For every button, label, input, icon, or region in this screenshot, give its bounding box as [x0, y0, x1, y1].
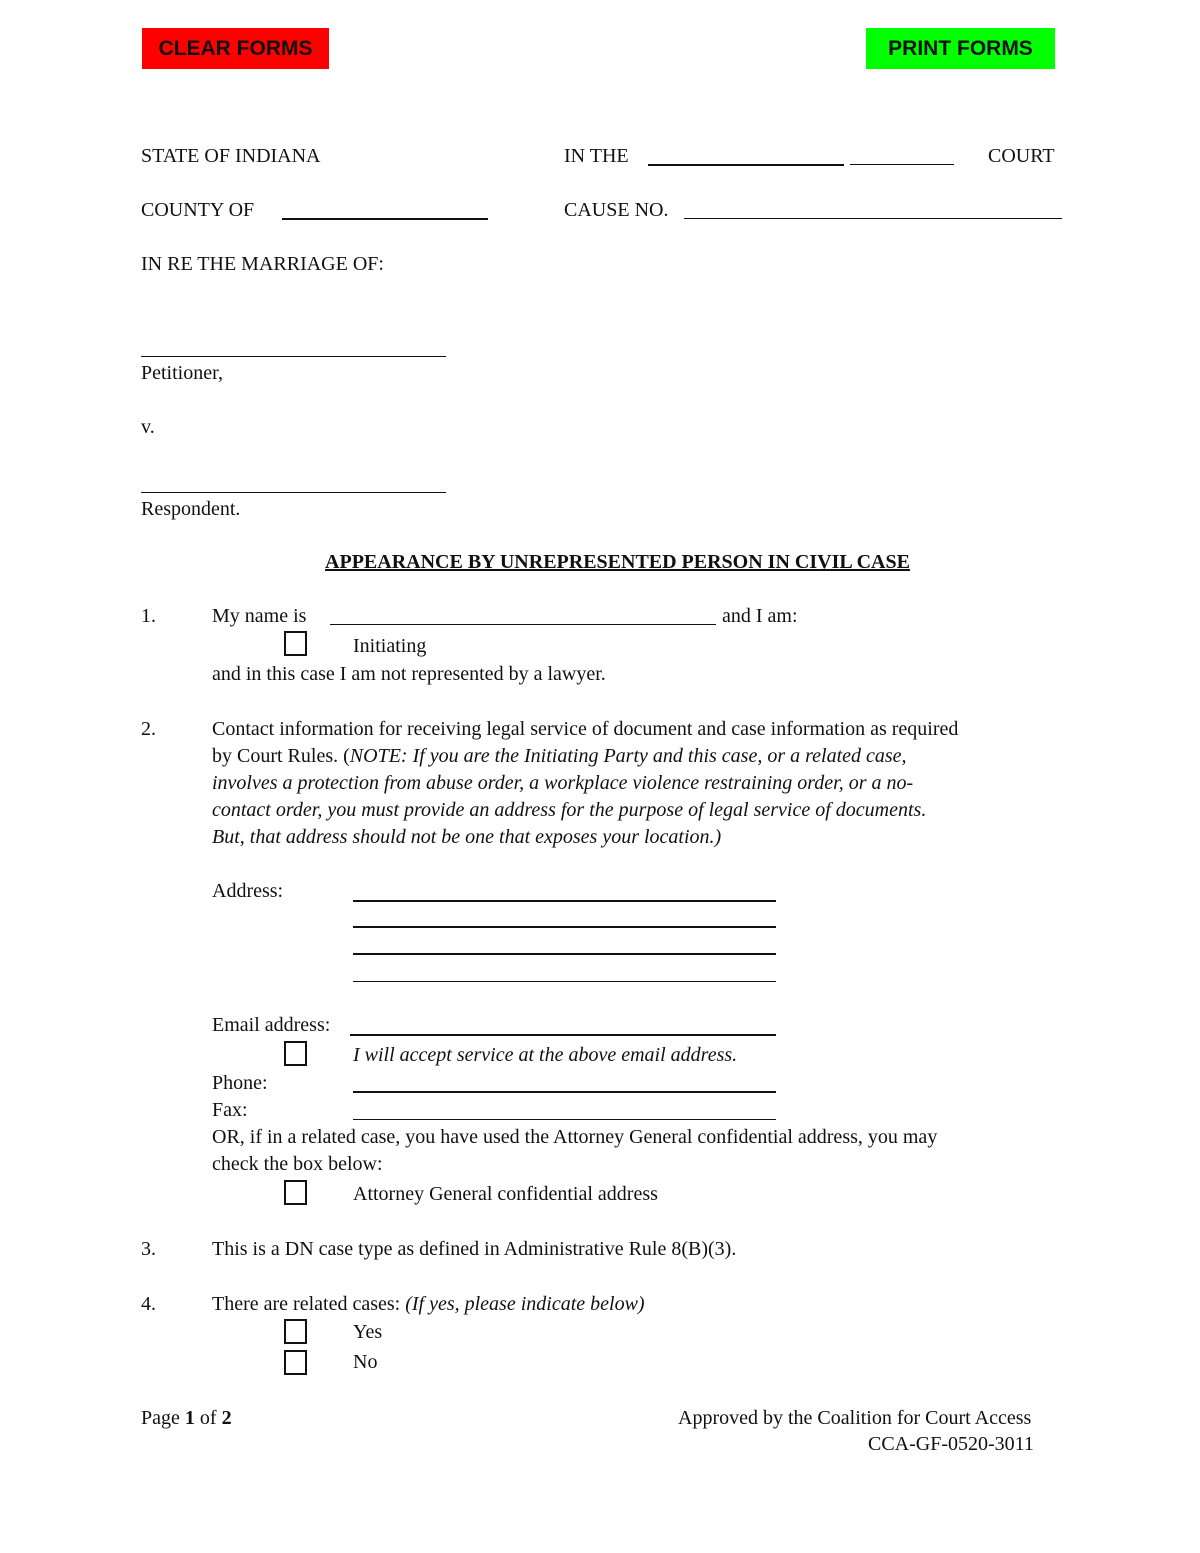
ag-address-label: Attorney General confidential address — [353, 1183, 658, 1205]
my-name-label: My name is — [212, 605, 307, 627]
related-cases-text: There are related cases: (If yes, please indicate below) — [212, 1293, 645, 1315]
clear-forms-button[interactable]: CLEAR FORMS — [142, 28, 329, 69]
related-no-label: No — [353, 1351, 378, 1373]
initiating-checkbox[interactable] — [284, 631, 307, 656]
state-label: STATE OF INDIANA — [141, 145, 321, 167]
phone-label: Phone: — [212, 1072, 268, 1094]
fax-field[interactable] — [353, 1119, 776, 1120]
note-line-5: But, that address should not be one that exposes your location.) — [212, 826, 722, 848]
cause-no-label: CAUSE NO. — [564, 199, 669, 221]
respondent-name-field[interactable] — [141, 492, 446, 493]
accept-email-checkbox[interactable] — [284, 1041, 307, 1066]
approved-by-text: Approved by the Coalition for Court Access — [678, 1407, 1032, 1429]
note-text: NOTE: If you are the Initiating Party and this case, or a related case, — [349, 745, 907, 767]
respondent-label: Respondent. — [141, 498, 241, 520]
court-label: COURT — [988, 145, 1055, 167]
not-represented-text: and in this case I am not represented by a lawyer. — [212, 663, 606, 685]
county-field[interactable] — [282, 218, 488, 220]
ag-option-line-2: check the box below: — [212, 1153, 383, 1175]
petitioner-label: Petitioner, — [141, 362, 223, 384]
my-name-field[interactable] — [330, 624, 716, 625]
ag-address-checkbox[interactable] — [284, 1180, 307, 1205]
related-yes-checkbox[interactable] — [284, 1319, 307, 1344]
section-2-number: 2. — [141, 718, 156, 740]
case-type-text: This is a DN case type as defined in Administrative Rule 8(B)(3). — [212, 1238, 737, 1260]
county-label: COUNTY OF — [141, 199, 255, 221]
section-1-number: 1. — [141, 605, 156, 627]
note-line-3: involves a protection from abuse order, a workplace violence restraining order, or a no- — [212, 772, 914, 794]
court-rules-text: by Court Rules. ( — [212, 745, 350, 767]
versus-label: v. — [141, 416, 155, 438]
initiating-label: Initiating — [353, 635, 427, 657]
accept-email-label: I will accept service at the above email address. — [353, 1044, 738, 1066]
court-name-field[interactable] — [648, 164, 844, 166]
address-field-line-3[interactable] — [353, 953, 776, 955]
and-i-am-label: and I am: — [722, 605, 798, 627]
in-re-label: IN RE THE MARRIAGE OF: — [141, 253, 384, 275]
in-the-label: IN THE — [564, 145, 629, 167]
address-field-line-1[interactable] — [353, 900, 776, 902]
court-number-field[interactable] — [850, 164, 954, 165]
address-label: Address: — [212, 880, 284, 902]
contact-info-line-2 — [212, 744, 907, 768]
contact-info-line-1: Contact information for receiving legal service of document and case information as required — [212, 718, 959, 740]
related-no-checkbox[interactable] — [284, 1350, 307, 1375]
section-3-number: 3. — [141, 1238, 156, 1260]
related-yes-label: Yes — [353, 1321, 383, 1343]
form-code: CCA-GF-0520-3011 — [868, 1433, 1034, 1455]
note-line-4: contact order, you must provide an address for the purpose of legal service of documents. — [212, 799, 927, 821]
print-forms-button[interactable]: PRINT FORMS — [866, 28, 1055, 69]
section-4-number: 4. — [141, 1293, 156, 1315]
email-field[interactable] — [350, 1034, 776, 1036]
form-title: APPEARANCE BY UNREPRESENTED PERSON IN CIVIL CASE — [325, 551, 910, 573]
address-field-line-4[interactable] — [353, 981, 776, 982]
ag-option-line-1: OR, if in a related case, you have used the Attorney General confidential address, you may — [212, 1126, 938, 1148]
petitioner-name-field[interactable] — [141, 356, 446, 357]
phone-field[interactable] — [353, 1091, 776, 1093]
address-field-line-2[interactable] — [353, 926, 776, 928]
fax-label: Fax: — [212, 1099, 248, 1121]
cause-no-field[interactable] — [684, 218, 1062, 219]
email-label: Email address: — [212, 1014, 331, 1036]
page-number: Page 1 of 2 — [141, 1407, 232, 1429]
